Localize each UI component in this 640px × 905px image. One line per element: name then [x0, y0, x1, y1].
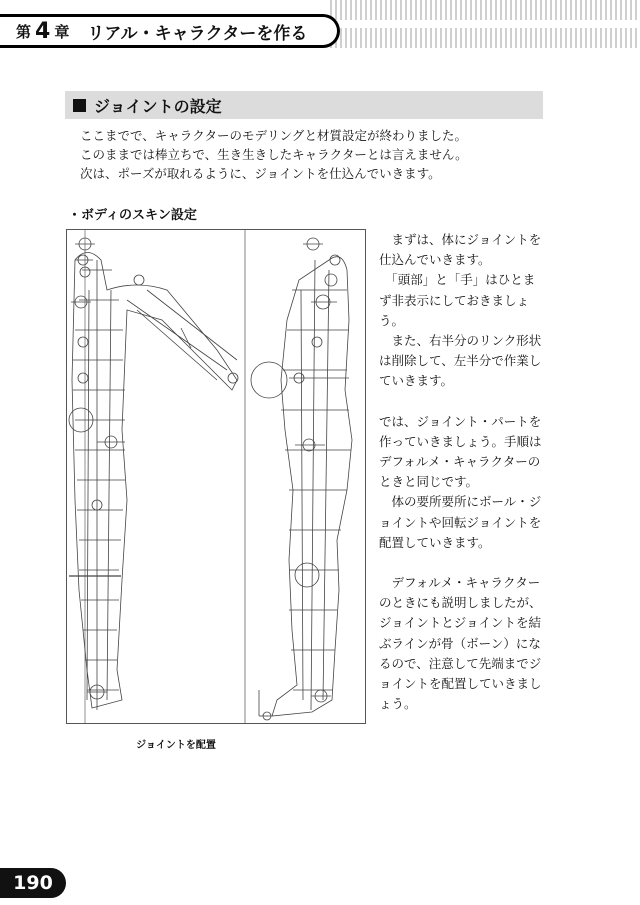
chapter-suffix: 章: [54, 22, 70, 41]
body-paragraph: 「頭部」と「手」はひとまず非表示にしておきましょう。: [379, 272, 536, 328]
intro-text: [80, 126, 540, 183]
square-bullet-icon: [73, 99, 86, 112]
body-paragraph: まずは、体にジョイントを仕込んでいきます。: [379, 232, 542, 268]
chapter-header: [0, 14, 340, 48]
chapter-title: リアル・キャラクターを作る: [87, 23, 308, 44]
header-decoration-band: [330, 20, 640, 28]
intro-line: ここまでで、キャラクターのモデリングと材質設定が終わりました。: [80, 128, 468, 143]
intro-line: このままでは棒立ちで、生き生きしたキャラクターとは言えません。: [80, 147, 468, 162]
body-text: [379, 230, 547, 714]
body-paragraph: 体の要所要所にボール・ジョイントや回転ジョイントを配置していきます。: [379, 494, 542, 550]
subsection-heading: ・ボディのスキン設定: [68, 208, 197, 223]
section-heading: [65, 91, 543, 119]
body-paragraph: デフォルメ・キャラクターのときにも説明しましたが、ジョイントとジョイントを結ぶラインが骨（ボーン）になるので、注意して先端までジョイントを配置していきましょう。: [379, 575, 542, 712]
body-paragraph: では、ジョイント・パートを作っていきましょう。手順はデフォルメ・キャラクターのときと同じです。: [379, 413, 542, 490]
joint-wireframe-figure: [66, 229, 366, 724]
page-number: 190: [0, 868, 66, 898]
body-paragraph: また、右半分のリンク形状は削除して、左半分で作業していきます。: [379, 333, 542, 389]
chapter-prefix: 第: [16, 22, 32, 41]
section-heading-text: ジョイントの設定: [94, 96, 222, 116]
figure-caption: ジョイントを配置: [136, 740, 216, 751]
wireframe-illustration: [67, 230, 365, 723]
chapter-number: 4: [35, 18, 51, 44]
intro-line: 次は、ポーズが取れるように、ジョイントを仕込んでいきます。: [80, 166, 441, 181]
